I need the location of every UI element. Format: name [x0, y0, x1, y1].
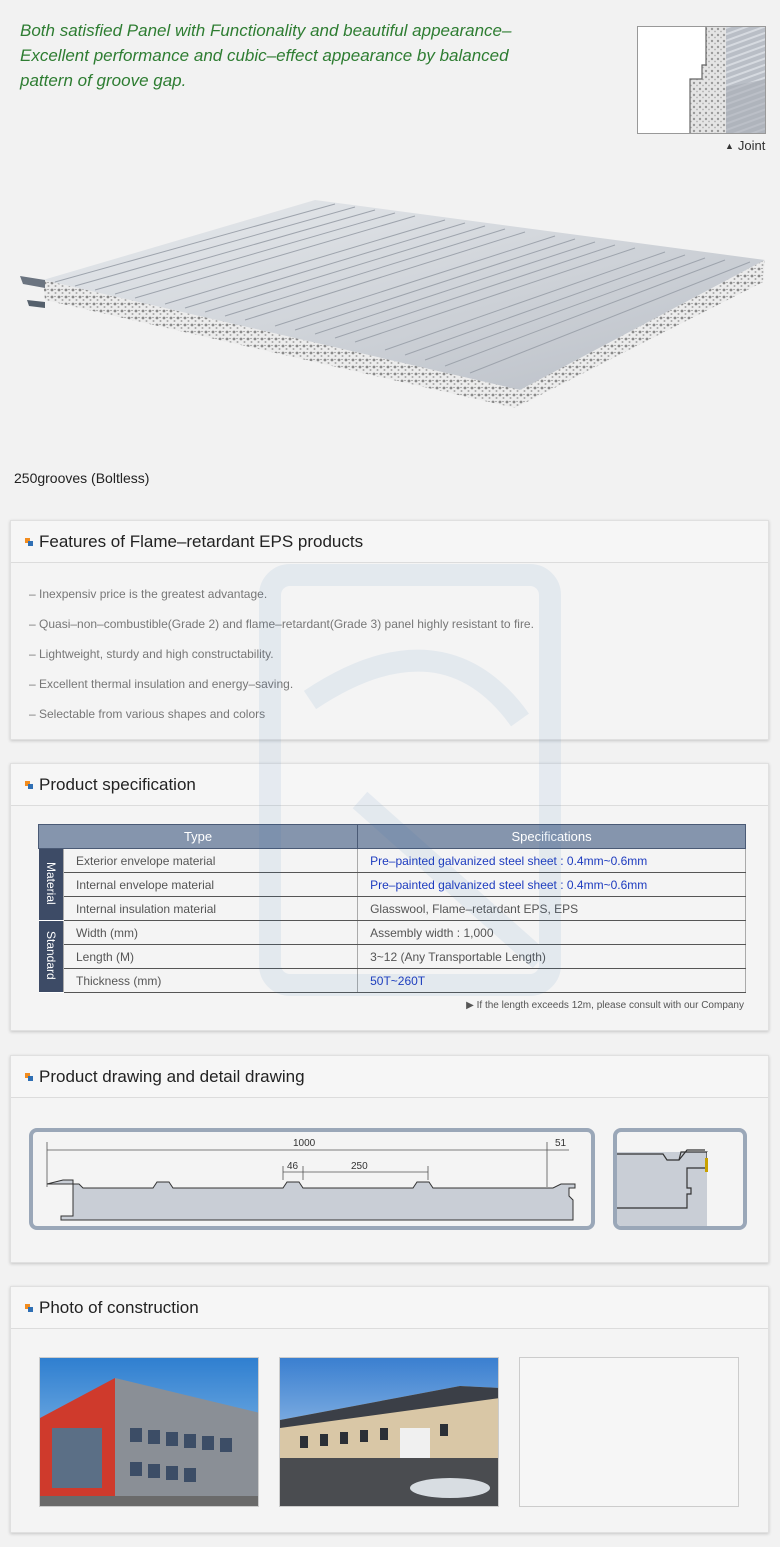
dim-pitch-label: 250: [351, 1161, 368, 1172]
value-cell: Pre–painted galvanized steel sheet : 0.4mm~0.6mm: [358, 849, 746, 873]
feature-item: – Selectable from various shapes and colors: [29, 707, 266, 721]
type-header: Type: [39, 825, 358, 849]
type-cell: Width (mm): [64, 921, 358, 945]
features-title: Features of Flame–retardant EPS products: [39, 531, 364, 551]
table-row: [39, 921, 746, 945]
intro-text: [20, 18, 540, 93]
table-row: [39, 969, 746, 993]
specs-header: Specifications: [358, 825, 746, 849]
spec-note: ▶ If the length exceeds 12m, please consult with our Company: [466, 1000, 744, 1011]
feature-item: – Quasi–non–combustible(Grade 2) and flame–retardant(Grade 3) panel highly resistant to fire.: [29, 617, 534, 631]
features-card: [10, 520, 769, 740]
construction-photo-3: [519, 1357, 739, 1507]
type-cell: Length (M): [64, 945, 358, 969]
feature-item: – Lightweight, sturdy and high constructability.: [29, 647, 274, 661]
intro-line-2: Excellent performance and cubic–effect appearance by balanced: [20, 46, 509, 65]
drawing-header: [11, 1056, 768, 1098]
spec-title: Product specification: [39, 774, 196, 794]
table-row: [39, 897, 746, 921]
value-cell: Assembly width : 1,000: [358, 921, 746, 945]
value-cell: 3~12 (Any Transportable Length): [358, 945, 746, 969]
feature-item: – Inexpensiv price is the greatest advantage.: [29, 587, 268, 601]
spec-header: [11, 764, 768, 806]
dim-edge-label: 51: [555, 1138, 567, 1149]
joint-caption-text: Joint: [737, 138, 766, 153]
photos-title: Photo of construction: [39, 1297, 199, 1317]
spec-card: [10, 763, 769, 1031]
standard-group-text: Standard: [43, 930, 58, 980]
value-cell: 50T~260T: [358, 969, 746, 993]
intro-line-1: Both satisfied Panel with Functionality and beautiful appearance–: [20, 21, 512, 40]
standard-group-label: [39, 921, 64, 993]
features-list: [11, 563, 768, 733]
drawing-title: Product drawing and detail drawing: [39, 1066, 305, 1086]
product-drawing: [29, 1128, 595, 1230]
dim-gap-label: 46: [287, 1161, 299, 1172]
detail-drawing: [613, 1128, 747, 1230]
material-group-label: [39, 849, 64, 921]
photos-card: [10, 1286, 769, 1533]
construction-photo-1: [39, 1357, 259, 1507]
panel-caption: 250grooves (Boltless): [14, 470, 150, 486]
section-bullet-icon: [25, 538, 33, 546]
type-cell: Internal insulation material: [64, 897, 358, 921]
table-row: [39, 873, 746, 897]
construction-photo-2: [279, 1357, 499, 1507]
section-bullet-icon: [25, 1304, 33, 1312]
feature-item: – Excellent thermal insulation and energy–saving.: [29, 677, 294, 691]
triangle-up-icon: ▲: [725, 141, 734, 151]
drawing-card: [10, 1055, 769, 1263]
type-cell: Exterior envelope material: [64, 849, 358, 873]
dim-total-label: 1000: [293, 1138, 316, 1149]
table-row: [39, 945, 746, 969]
type-cell: Internal envelope material: [64, 873, 358, 897]
section-bullet-icon: [25, 1073, 33, 1081]
photos-header: [11, 1287, 768, 1329]
value-cell: Glasswool, Flame–retardant EPS, EPS: [358, 897, 746, 921]
panel-illustration: [15, 190, 765, 420]
joint-image: [637, 26, 766, 134]
features-header: [11, 521, 768, 563]
value-cell: Pre–painted galvanized steel sheet : 0.4mm~0.6mm: [358, 873, 746, 897]
spec-table-header: [39, 825, 746, 849]
intro-line-3: pattern of groove gap.: [20, 71, 187, 90]
joint-caption: [725, 138, 765, 153]
section-bullet-icon: [25, 781, 33, 789]
type-cell: Thickness (mm): [64, 969, 358, 993]
material-group-text: Material: [43, 861, 58, 905]
table-row: [39, 849, 746, 873]
spec-table: [38, 824, 746, 993]
